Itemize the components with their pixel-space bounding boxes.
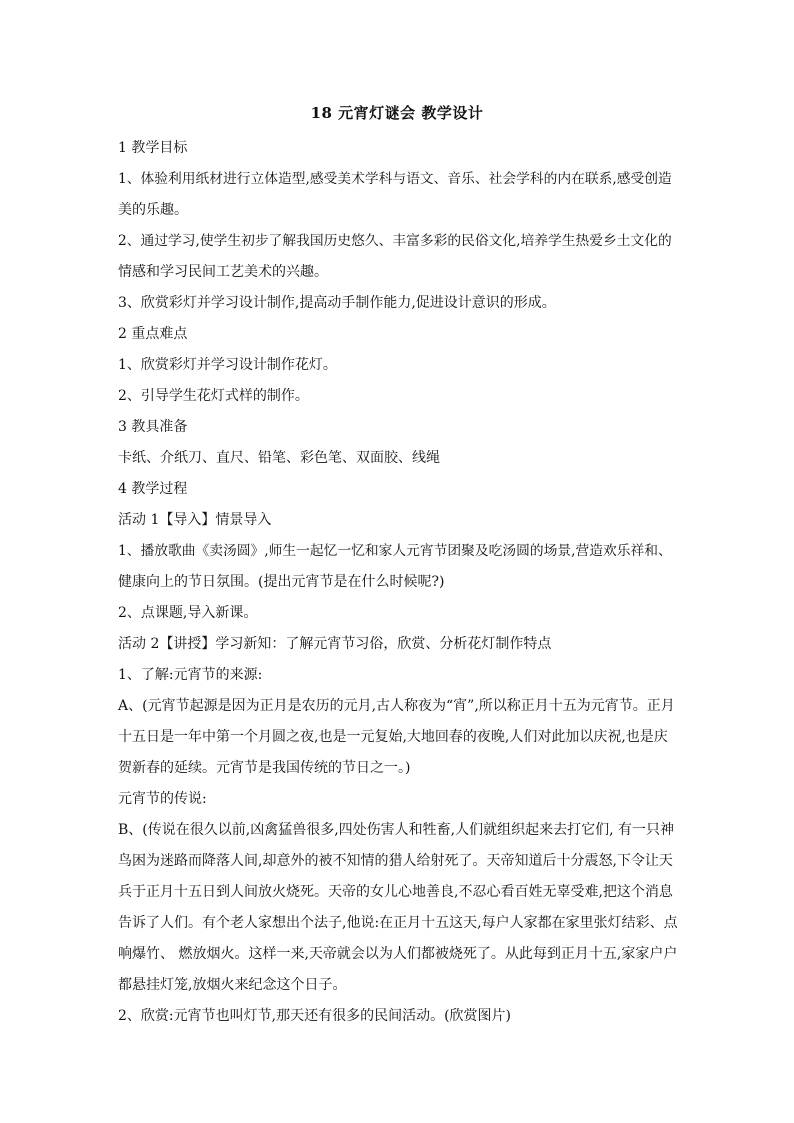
document-title: 18 元宵灯谜会 教学设计 bbox=[310, 104, 484, 122]
text-line: 1、了解:元宵节的来源: bbox=[118, 667, 263, 683]
text-line: 1、播放歌曲《卖汤圆》,师生一起忆一忆和家人元宵节团聚及吃汤圆的场景,营造欢乐祥和、 bbox=[118, 543, 672, 559]
text-line: 鸟困为迷路而降落人间,却意外的被不知情的猎人给射死了。天帝知道后十分震怒,下令让天 bbox=[118, 853, 673, 869]
text-line: 活动 2【讲授】学习新知：了解元宵节习俗，欣赏、分析花灯制作特点 bbox=[118, 636, 552, 652]
paragraph bbox=[118, 629, 678, 660]
paragraph bbox=[118, 660, 678, 691]
paragraph bbox=[118, 474, 678, 505]
paragraph bbox=[118, 443, 678, 474]
text-line: 告诉了人们。有个老人家想出个法子,他说:在正月十五这天,每户人家都在家里张灯结彩、点 bbox=[118, 915, 678, 931]
paragraph bbox=[118, 133, 678, 164]
text-line: 卡纸、介纸刀、直尺、铅笔、彩色笔、双面胶、线绳 bbox=[118, 450, 440, 466]
paragraph bbox=[118, 319, 678, 350]
text-line: 1、欣赏彩灯并学习设计制作花灯。 bbox=[118, 357, 337, 373]
paragraph bbox=[118, 288, 678, 319]
text-line: 3、欣赏彩灯并学习设计制作,提高动手制作能力,促进设计意识的形成。 bbox=[118, 295, 556, 311]
text-line: 元宵节的传说: bbox=[118, 791, 207, 807]
paragraph bbox=[118, 505, 678, 536]
text-line: A、(元宵节起源是因为正月是农历的元月,古人称夜为“宵”,所以称正月十五为元宵节。正月 bbox=[118, 698, 675, 714]
text-line: 十五日是一年中第一个月圆之夜,也是一元复始,大地回春的夜晚,人们对此加以庆祝,也是庆 bbox=[118, 729, 668, 745]
paragraph bbox=[118, 598, 678, 629]
paragraph bbox=[118, 381, 678, 412]
text-line: 情感和学习民间工艺美术的兴趣。 bbox=[118, 264, 328, 280]
text-line: 响爆竹、 燃放烟火。这样一来,天帝就会以为人们都被烧死了。从此每到正月十五,家家户户 bbox=[118, 946, 678, 962]
text-line: 都悬挂灯笼,放烟火来纪念这个日子。 bbox=[118, 977, 347, 993]
paragraph bbox=[118, 164, 678, 226]
paragraph bbox=[118, 536, 678, 598]
paragraph bbox=[118, 815, 678, 1001]
paragraph bbox=[118, 1001, 678, 1032]
paragraph bbox=[118, 226, 678, 288]
text-line: 2、点课题,导入新课。 bbox=[118, 605, 258, 621]
text-line: B、(传说在很久以前,凶禽猛兽很多,四处伤害人和牲畜,人们就组织起来去打它们, 有一只神 bbox=[118, 822, 674, 838]
text-line: 贺新春的延续。元宵节是我国传统的节日之一。) bbox=[118, 760, 411, 776]
text-line: 2、欣赏:元宵节也叫灯节,那天还有很多的民间活动。(欣赏图片) bbox=[118, 1008, 511, 1024]
paragraph bbox=[118, 784, 678, 815]
paragraph bbox=[118, 412, 678, 443]
text-line: 2、通过学习,使学生初步了解我国历史悠久、丰富多彩的民俗文化,培养学生热爱乡土文化的 bbox=[118, 233, 672, 249]
text-line: 3 教具准备 bbox=[118, 419, 188, 435]
paragraph bbox=[118, 350, 678, 381]
text-line: 2 重点难点 bbox=[118, 326, 188, 342]
text-line: 2、引导学生花灯式样的制作。 bbox=[118, 388, 309, 404]
text-line: 1、体验利用纸材进行立体造型,感受美术学科与语文、音乐、社会学科的内在联系,感受创造 bbox=[118, 171, 672, 187]
document-body bbox=[118, 133, 678, 1032]
text-line: 1 教学目标 bbox=[118, 140, 188, 156]
text-line: 活动 1【导入】情景导入 bbox=[118, 512, 272, 528]
paragraph bbox=[118, 691, 678, 784]
text-line: 4 教学过程 bbox=[118, 481, 188, 497]
text-line: 兵于正月十五日到人间放火烧死。天帝的女儿心地善良,不忍心看百姓无辜受难,把这个消息 bbox=[118, 884, 673, 900]
text-line: 健康向上的节日氛围。(提出元宵节是在什么时候呢?) bbox=[118, 574, 445, 590]
text-line: 美的乐趣。 bbox=[118, 202, 188, 218]
